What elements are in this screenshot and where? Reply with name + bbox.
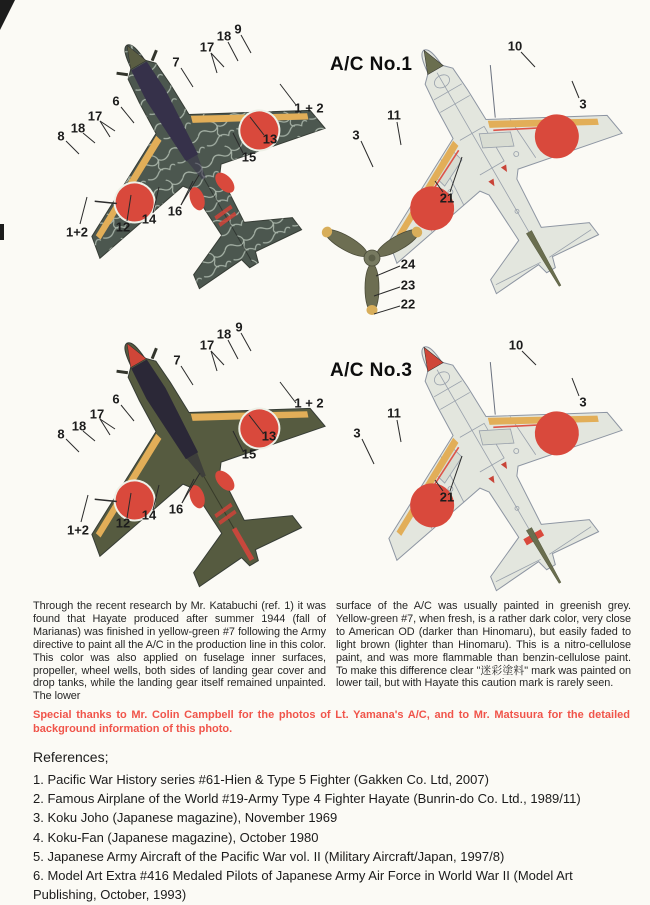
reference-item: 1. Pacific War History series #61-Hien & Type 5 Fighter (Gakken Co. Ltd, 2007) xyxy=(33,772,489,787)
reference-item: 4. Koku-Fan (Japanese magazine), October 1980 xyxy=(33,829,319,845)
callout-number: 10 xyxy=(507,38,523,54)
callout-number: 11 xyxy=(387,405,401,421)
callout-number: 18 xyxy=(216,28,232,44)
callout-number: 17 xyxy=(89,406,105,422)
callout-number: 17 xyxy=(199,337,215,353)
references-list xyxy=(33,770,631,904)
callout-number: 23 xyxy=(400,277,416,293)
callout-number: 1+2 xyxy=(66,522,90,538)
body-paragraph-right: surface of the A/C was usually painted in greenish grey. Yellow-green #7, when fresh, is a rather dark color, very close to American OD (darker than Hinomaru), but easily faded to light brown (lighter than Hinomaru). This is a nitro-cellulose paint, and was more flammable than benzin-cellulose paint. To make this difference clear "迷彩塗料" mark was painted on lower tail, but with Hayate this caution mark is rarely seen. xyxy=(336,600,631,690)
callout-number: 22 xyxy=(400,296,416,312)
callout-number: 18 xyxy=(71,418,87,434)
callout-number: 9 xyxy=(235,319,243,335)
callout-number: 11 xyxy=(387,107,401,123)
callout-number: 12 xyxy=(115,219,131,235)
special-thanks-note: Special thanks to Mr. Colin Campbell for the photos of Lt. Yamana's A/C, and to Mr. Matsuura for the detailed background information of this photo. xyxy=(33,709,630,735)
callout-number: 21 xyxy=(439,190,455,206)
callout-number: 14 xyxy=(141,507,157,523)
callout-number: 3 xyxy=(352,127,360,143)
callout-number: 13 xyxy=(262,131,278,147)
callout-number: 18 xyxy=(70,120,86,136)
callout-number: 1 + 2 xyxy=(294,395,324,411)
reference-item: 3. Koku Joho (Japanese magazine), November 1969 xyxy=(33,810,338,826)
reference-item: 2. Famous Airplane of the World #19-Army Type 4 Fighter Hayate (Bunrin-do Co. Ltd., 1989/11) xyxy=(33,791,581,807)
references-heading: References; xyxy=(33,749,109,765)
callout-number: 16 xyxy=(167,203,183,219)
scan-artifact-edge xyxy=(0,224,4,240)
callout-number: 8 xyxy=(57,426,65,442)
callout-number: 17 xyxy=(199,39,215,55)
ac1-heading: A/C No.1 xyxy=(330,54,413,75)
callout-number: 3 xyxy=(579,96,587,112)
callout-number: 10 xyxy=(508,337,524,353)
callout-number: 3 xyxy=(579,394,587,410)
reference-item: 6. Model Art Extra #416 Medaled Pilots of Japanese Army Air Force in World War II (Model Art Publishing, October, 1993) xyxy=(33,868,573,903)
callout-number: 13 xyxy=(261,428,277,444)
callout-number: 8 xyxy=(57,128,65,144)
callout-number: 15 xyxy=(241,149,257,165)
callout-number: 24 xyxy=(400,256,416,272)
callout-number: 3 xyxy=(353,425,361,441)
callout-number: 18 xyxy=(216,326,232,342)
ac3-heading: A/C No.3 xyxy=(330,360,413,381)
body-paragraph-left: Through the recent research by Mr. Katabuchi (ref. 1) it was found that Hayate produced after summer 1944 (fall of Marianas) was finished in yellow-green #7 following the Army directive to paint all the A/C in the production line in this color. This color was also applied on fuselage inner surfaces, propeller, wheel wells, both sides of landing gear cover and drop tanks, while the landing gear itself remained unpainted. The lower xyxy=(33,600,326,703)
callout-number: 12 xyxy=(115,515,131,531)
callout-number: 21 xyxy=(439,489,455,505)
callout-number: 7 xyxy=(172,54,180,70)
ac1-top-view-diagram xyxy=(5,5,330,305)
callout-number: 15 xyxy=(241,446,257,462)
callout-number: 16 xyxy=(168,501,184,517)
callout-number: 6 xyxy=(112,93,120,109)
callout-number: 14 xyxy=(141,211,157,227)
callout-number: 9 xyxy=(234,21,242,37)
callout-number: 6 xyxy=(112,391,120,407)
reference-item: 5. Japanese Army Aircraft of the Pacific War vol. II (Military Aircraft/Japan, 1997/8) xyxy=(33,848,505,864)
callout-number: 17 xyxy=(87,108,103,124)
ac3-top-view-diagram xyxy=(5,305,330,600)
callout-number: 7 xyxy=(173,352,181,368)
callout-number: 1+2 xyxy=(65,224,89,240)
callout-number: 1 + 2 xyxy=(294,100,324,116)
